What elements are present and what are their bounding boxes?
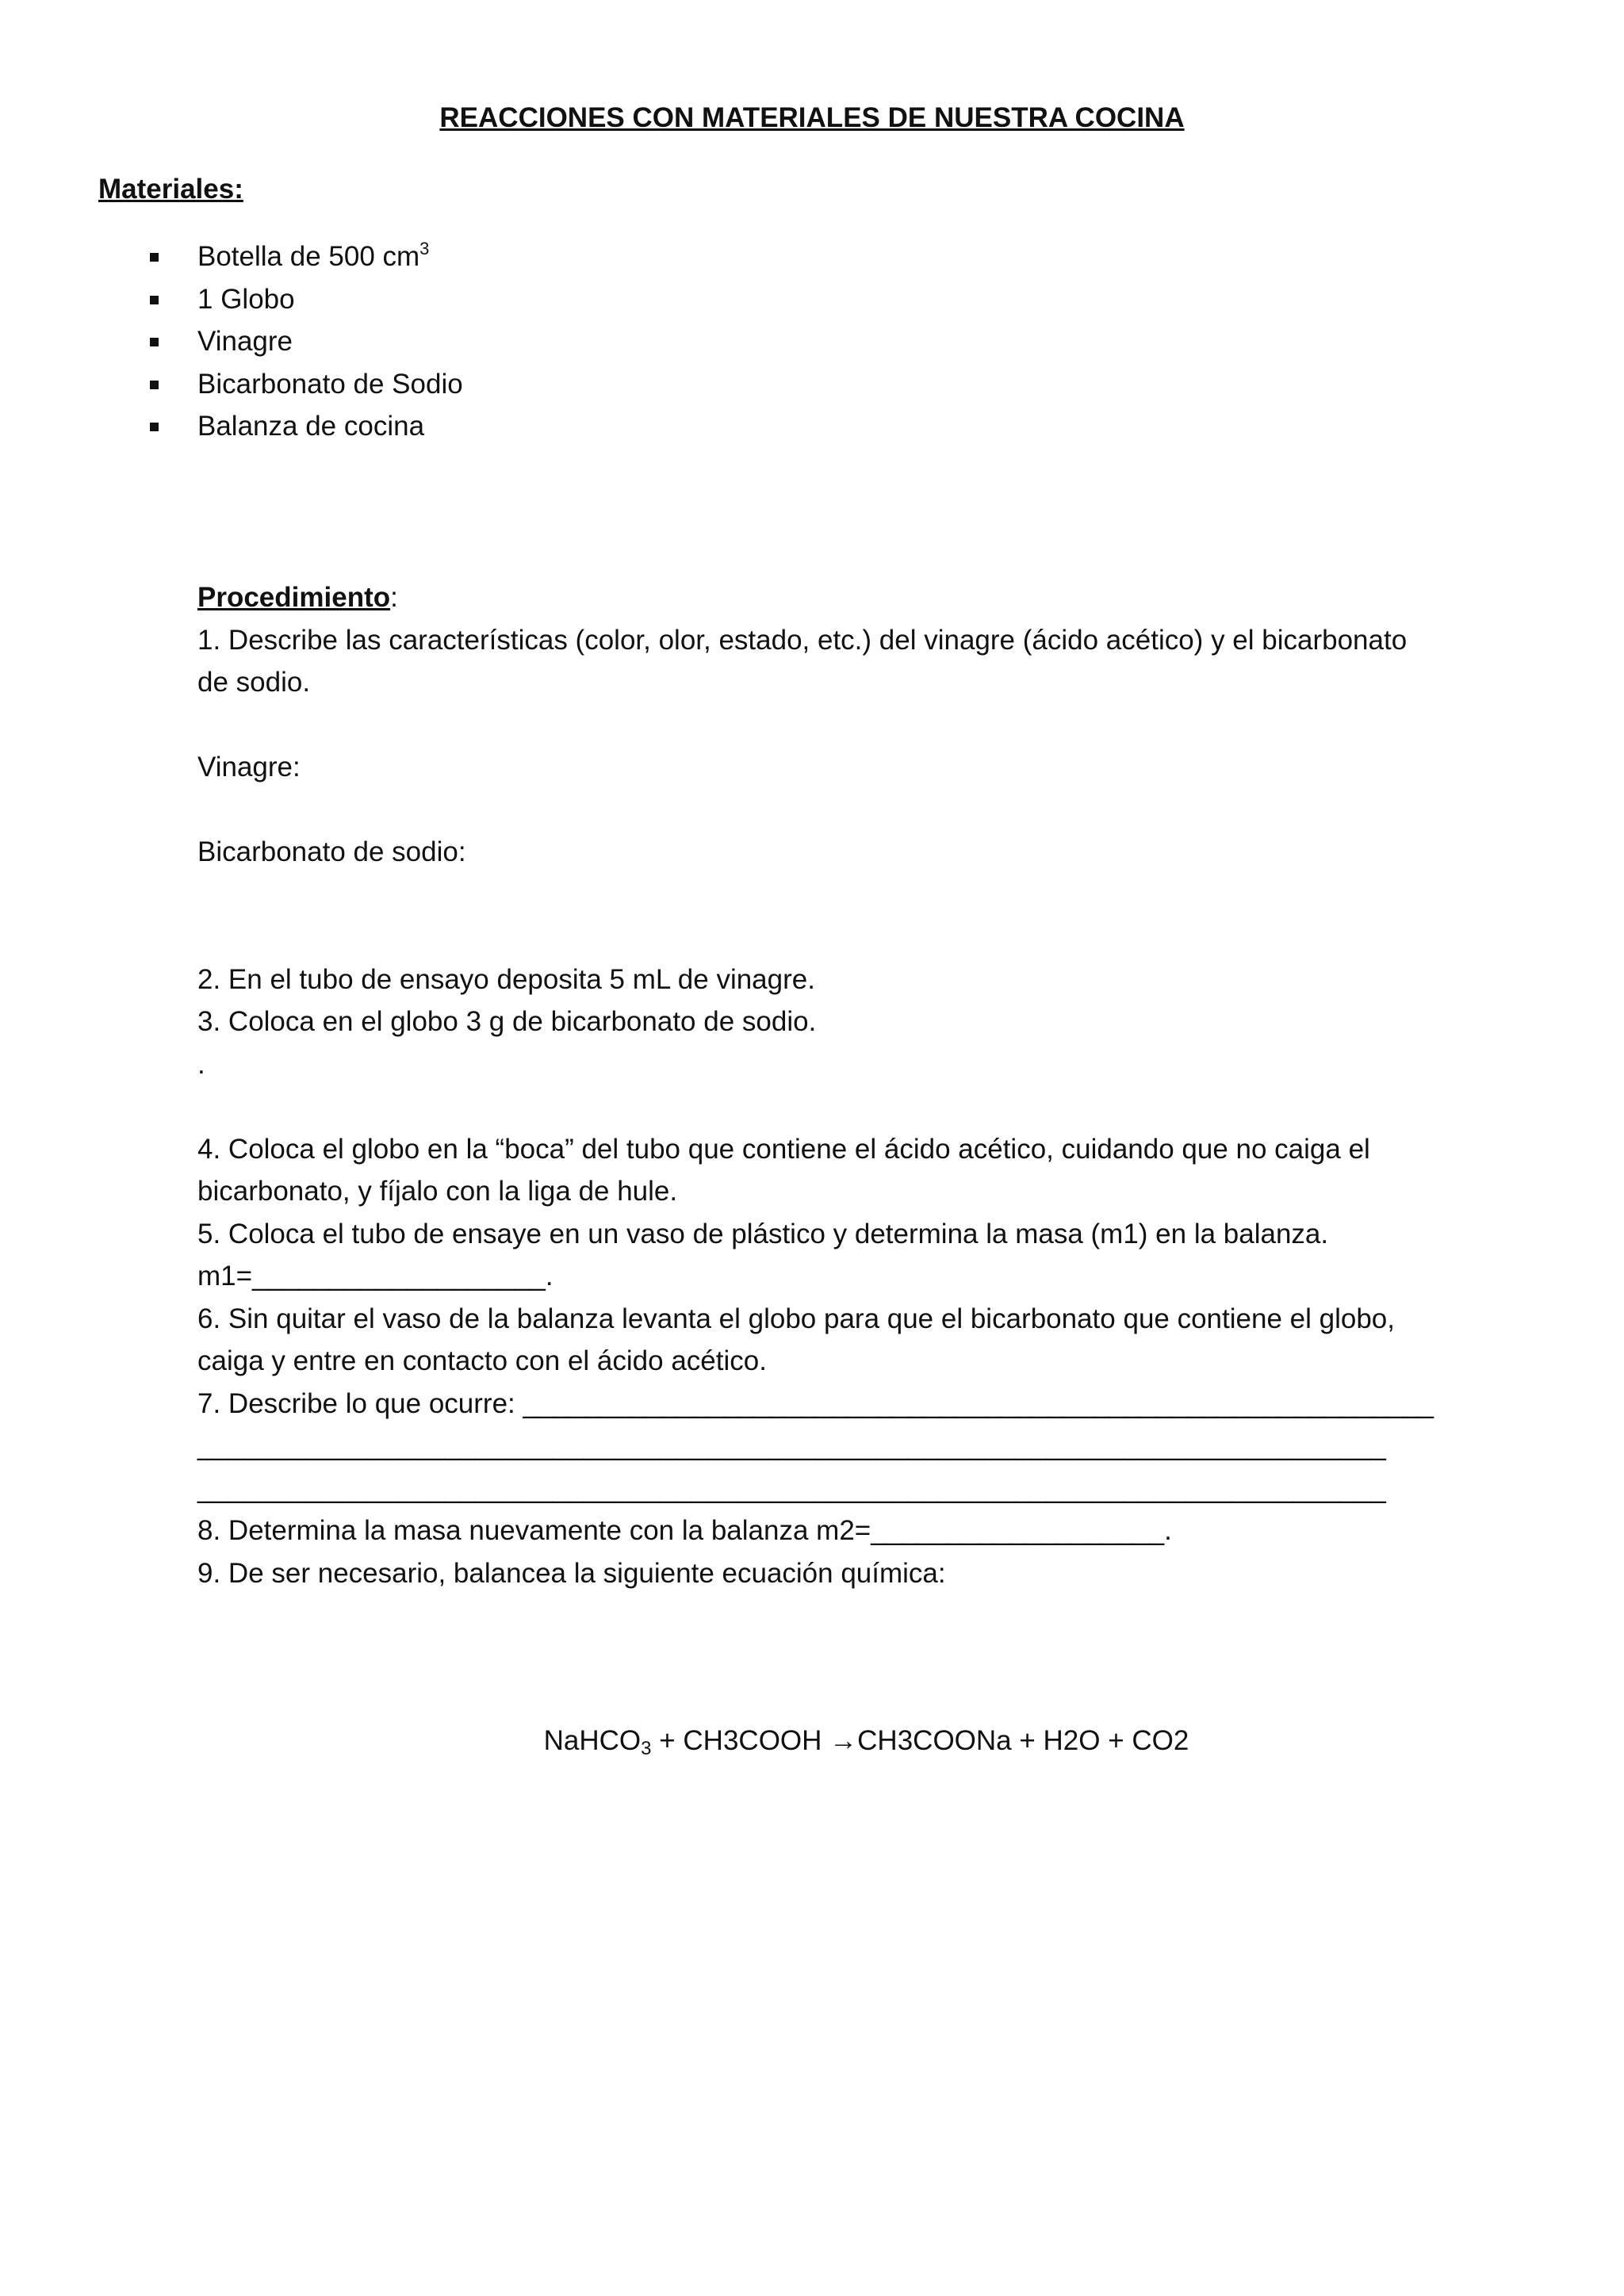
vinagre-label: Vinagre: [197,752,301,783]
equation-reactant-1: NaHCO [543,1725,642,1756]
material-item-text: Bicarbonato de Sodio [197,368,463,400]
spacer [197,789,1434,832]
list-item [0,405,463,448]
material-item-text: Balanza de cocina [197,411,425,442]
step-5-line-1: 5. Coloca el tubo de ensaye en un vaso de plástico y determina la masa (m1) en la balanza. [197,1218,1329,1249]
list-item [0,363,463,406]
document-title: REACCIONES CON MATERIALES DE NUESTRA COCINA [439,102,1185,133]
list-item [0,278,463,321]
step-1-line-1: 1. Describe las características (color, olor, estado, etc.) del vinagre (ácido acético) y el bicarbonato [197,624,1408,656]
step-7-answer-line: _____________________________________________________________________________ [197,1472,1386,1504]
step-1-line-2: de sodio. [197,667,311,698]
square-bullet-icon [150,296,159,304]
procedure-heading-line [197,576,1434,619]
spacer [197,874,1434,916]
spacer [197,916,1434,959]
material-item-text: 1 Globo [197,283,295,315]
list-item [0,235,463,278]
procedure-heading-colon: : [390,582,398,613]
bicarbonato-label: Bicarbonato de sodio: [197,836,466,867]
step-6-line-2: caiga y entre en contacto con el ácido acético. [197,1345,767,1376]
chemical-equation [0,1720,1624,1762]
material-item-text: Botella de 500 cm [197,241,420,272]
square-bullet-icon [150,381,159,389]
step-4-line-2: bicarbonato, y fíjalo con la liga de hule. [197,1176,678,1207]
step-2: 2. En el tubo de ensayo deposita 5 mL de vinagre. [197,963,815,995]
equation-subscript: 3 [641,1738,652,1759]
procedure-section [197,576,1434,1594]
square-bullet-icon [150,253,159,262]
materials-list [0,235,463,448]
materials-heading: Materiales: [98,174,243,205]
right-arrow-icon: → [829,1725,858,1756]
square-bullet-icon [150,423,159,431]
spacer [197,1085,1434,1128]
square-bullet-icon [150,338,159,346]
step-6-line-1: 6. Sin quitar el vaso de la balanza levanta el globo para que el bicarbonato que contiene el globo, [197,1303,1395,1334]
spacer [197,704,1434,747]
step-5-m1-blank: m1=___________________. [197,1261,553,1292]
step-3: 3. Coloca en el globo 3 g de bicarbonato de sodio. [197,1006,817,1037]
material-item-text: Vinagre [197,326,293,357]
step-7-answer-line: _____________________________________________________________________________ [197,1430,1386,1461]
step-4-line-1: 4. Coloca el globo en la “boca” del tubo que contiene el ácido acético, cuidando que no caiga el [197,1133,1370,1165]
superscript: 3 [419,239,430,258]
step-9: 9. De ser necesario, balancea la siguiente ecuación química: [197,1557,946,1589]
list-item [0,320,463,363]
equation-products: CH3COONa + H2O + CO2 [857,1725,1189,1756]
stray-dot: . [197,1048,205,1080]
procedure-heading: Procedimiento [197,582,391,613]
equation-reactant-2: + CH3COOH [651,1725,830,1756]
step-7-line-1: 7. Describe lo que ocurre: ___________________________________________________________ [197,1387,1434,1419]
step-8: 8. Determina la masa nuevamente con la balanza m2=___________________. [197,1515,1172,1546]
